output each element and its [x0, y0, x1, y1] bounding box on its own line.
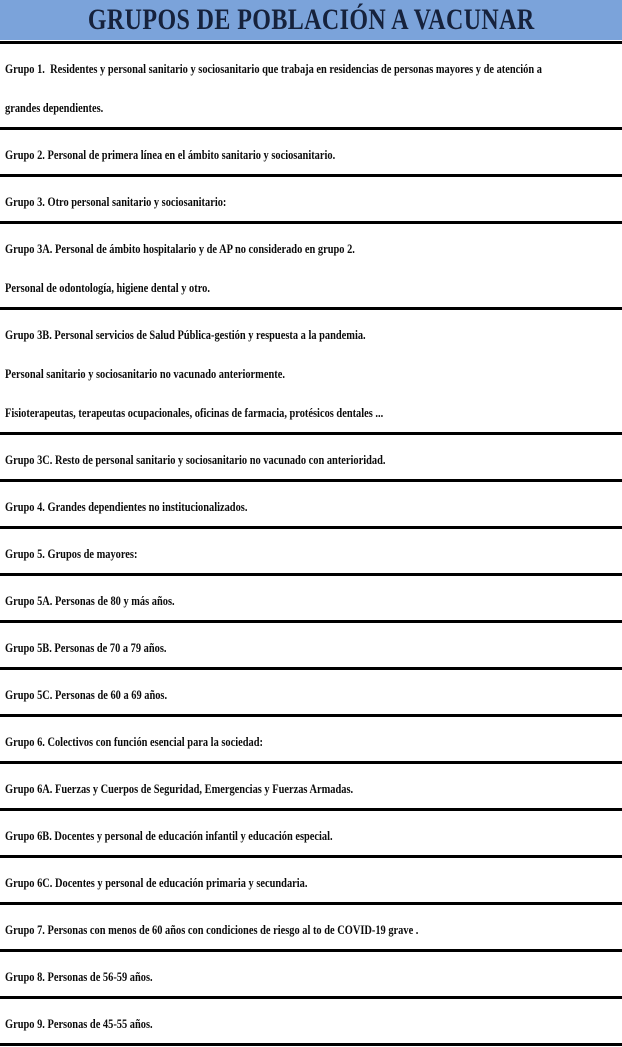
group-text-line: Grupo 6. Colectivos con función esencial para la sociedad: — [5, 734, 263, 749]
group-row — [0, 529, 622, 576]
group-text-line: Personal sanitario y sociosanitario no vacunado anteriormente. — [5, 366, 285, 381]
group-text-line: grandes dependientes. — [5, 100, 104, 115]
group-row — [0, 670, 622, 717]
group-row — [0, 44, 622, 130]
group-row — [0, 764, 622, 811]
group-text-line: Grupo 5A. Personas de 80 y más años. — [5, 593, 175, 608]
page-title: GRUPOS DE POBLACIÓN A VACUNAR — [87, 3, 535, 36]
group-row — [0, 905, 622, 952]
group-row — [0, 435, 622, 482]
group-text-line: Grupo 6A. Fuerzas y Cuerpos de Seguridad, Emergencias y Fuerzas Armadas. — [5, 781, 354, 796]
group-text-line: Grupo 5C. Personas de 60 a 69 años. — [5, 687, 168, 702]
group-text-line: Grupo 7. Personas con menos de 60 años con condiciones de riesgo al to de COVID-19 grave . — [5, 922, 419, 937]
group-row — [0, 130, 622, 177]
group-text-line: Grupo 8. Personas de 56-59 años. — [5, 969, 153, 984]
group-text-line: Grupo 3C. Resto de personal sanitario y sociosanitario no vacunado con anterioridad. — [5, 452, 386, 467]
group-row — [0, 482, 622, 529]
group-row — [0, 224, 622, 310]
group-row — [0, 717, 622, 764]
group-row — [0, 576, 622, 623]
group-text-line: Grupo 6C. Docentes y personal de educación primaria y secundaria. — [5, 875, 308, 890]
group-text-line: Grupo 5. Grupos de mayores: — [5, 546, 138, 561]
group-row — [0, 999, 622, 1046]
groups-table — [0, 44, 622, 1046]
group-row — [0, 858, 622, 905]
group-row — [0, 952, 622, 999]
group-text-line: Grupo 5B. Personas de 70 a 79 años. — [5, 640, 167, 655]
group-text-line: Grupo 3A. Personal de ámbito hospitalario y de AP no considerado en grupo 2. — [5, 241, 355, 256]
group-text-line: Grupo 9. Personas de 45-55 años. — [5, 1016, 153, 1031]
group-row — [0, 177, 622, 224]
document-header — [0, 0, 622, 40]
group-text-line: Grupo 6B. Docentes y personal de educación infantil y educación especial. — [5, 828, 333, 843]
group-text-line: Grupo 3B. Personal servicios de Salud Pública-gestión y respuesta a la pandemia. — [5, 327, 366, 342]
group-text-line: Grupo 4. Grandes dependientes no institucionalizados. — [5, 499, 248, 514]
group-text-line: Grupo 3. Otro personal sanitario y sociosanitario: — [5, 194, 227, 209]
group-row — [0, 811, 622, 858]
group-row — [0, 310, 622, 435]
group-text-line: Personal de odontología, higiene dental y otro. — [5, 280, 210, 295]
group-text-line: Fisioterapeutas, terapeutas ocupacionales, oficinas de farmacia, protésicos dentales ... — [5, 405, 384, 420]
group-text-line: Grupo 1. Residentes y personal sanitario y sociosanitario que trabaja en residencias de personas mayores y de atención a — [5, 61, 542, 76]
group-text-line: Grupo 2. Personal de primera línea en el ámbito sanitario y sociosanitario. — [5, 147, 336, 162]
group-row — [0, 623, 622, 670]
